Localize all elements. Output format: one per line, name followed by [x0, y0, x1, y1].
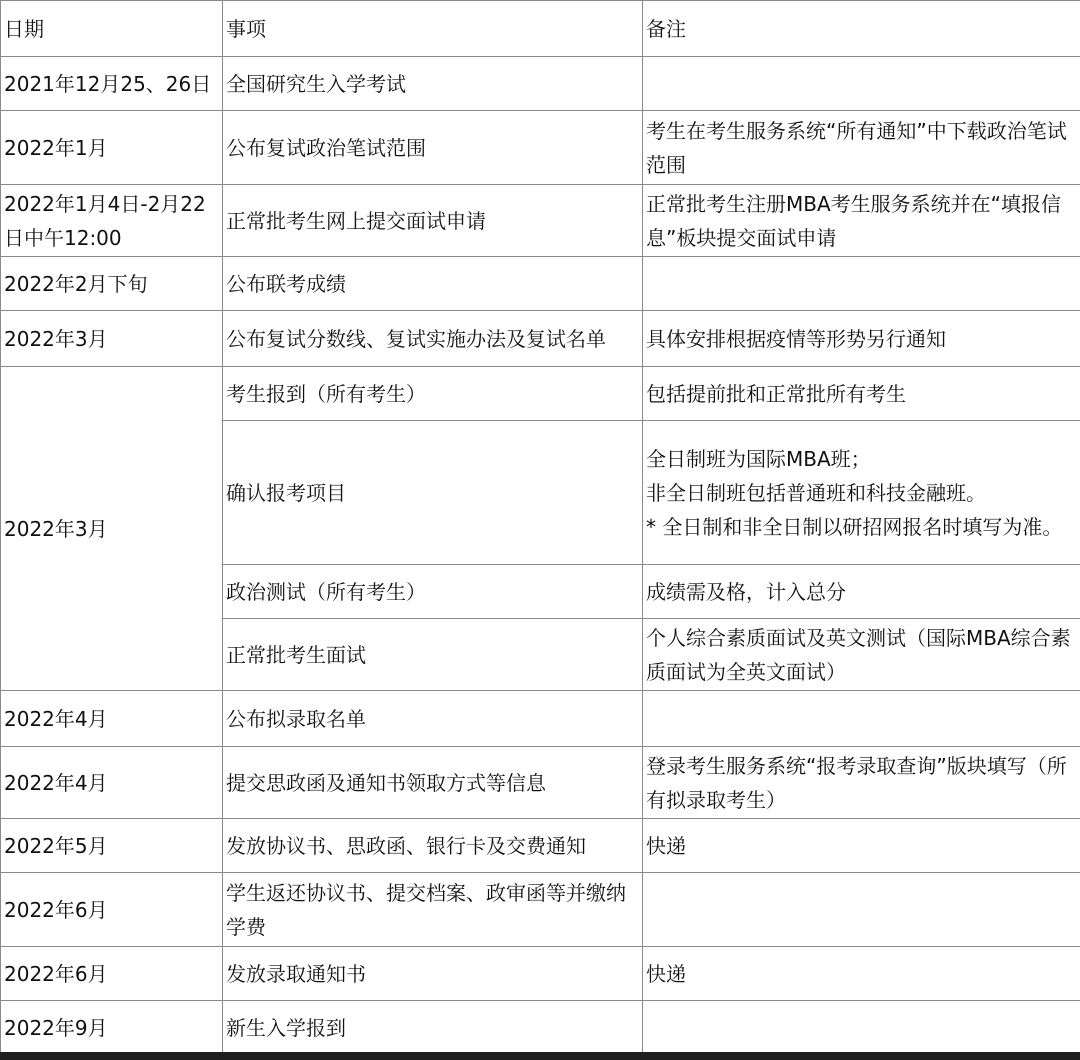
- note-cell: [643, 57, 1080, 111]
- date-cell: 2022年6月: [1, 947, 223, 1001]
- item-cell: 新生入学报到: [223, 1001, 643, 1055]
- header-date: 日期: [1, 1, 223, 57]
- table-row: [1, 367, 1080, 421]
- table-row: [1, 311, 1080, 367]
- date-cell: 2022年3月: [1, 311, 223, 367]
- table-row: [1, 947, 1080, 1001]
- date-cell: 2022年2月下旬: [1, 257, 223, 311]
- note-cell: 快递: [643, 947, 1080, 1001]
- note-cell: [643, 257, 1080, 311]
- table-row: [1, 111, 1080, 185]
- note-cell: [643, 619, 1080, 691]
- table-row: [1, 873, 1080, 947]
- item-cell: 公布复试分数线、复试实施办法及复试名单: [223, 311, 643, 367]
- date-cell: 2022年1月: [1, 111, 223, 185]
- note-cell: [643, 1001, 1080, 1055]
- note-cell: [643, 873, 1080, 947]
- item-cell: 政治测试（所有考生）: [223, 565, 643, 619]
- item-cell: 正常批考生网上提交面试申请: [223, 185, 643, 257]
- item-cell: 全国研究生入学考试: [223, 57, 643, 111]
- item-cell: 公布拟录取名单: [223, 691, 643, 747]
- date-cell: 2022年4月: [1, 691, 223, 747]
- note-cell: [643, 565, 1080, 619]
- group-date-cell: 2022年3月: [1, 367, 223, 691]
- note-line: 个人综合素质面试及英文测试（国际MBA综合素质面试为全英文面试）: [646, 625, 1071, 684]
- item-cell: 提交思政函及通知书领取方式等信息: [223, 747, 643, 819]
- table-row: [1, 1001, 1080, 1055]
- table-row: [1, 257, 1080, 311]
- note-line: 非全日制班包括普通班和科技金融班。: [646, 480, 986, 505]
- item-cell: 公布复试政治笔试范围: [223, 111, 643, 185]
- note-line: 全日制班为国际MBA班；: [646, 446, 871, 471]
- item-cell: 正常批考生面试: [223, 619, 643, 691]
- note-cell: 登录考生服务系统“报考录取查询”版块填写（所有拟录取考生）: [643, 747, 1080, 819]
- date-cell: 2022年4月: [1, 747, 223, 819]
- note-line: 包括提前批和正常批所有考生: [646, 381, 906, 406]
- table-row: [1, 819, 1080, 873]
- header-row: [1, 1, 1080, 57]
- note-cell: [643, 691, 1080, 747]
- item-cell: 确认报考项目: [223, 421, 643, 565]
- item-cell: 发放录取通知书: [223, 947, 643, 1001]
- table-row: [1, 57, 1080, 111]
- note-line: * 全日制和非全日制以研招网报名时填写为准。: [646, 514, 1063, 539]
- table-row: [1, 185, 1080, 257]
- note-cell: 正常批考生注册MBA考生服务系统并在“填报信息”板块提交面试申请: [643, 185, 1080, 257]
- note-cell: 快递: [643, 819, 1080, 873]
- table-row: [1, 691, 1080, 747]
- item-cell: 公布联考成绩: [223, 257, 643, 311]
- note-line: 成绩需及格，计入总分: [646, 579, 846, 604]
- date-cell: 2022年6月: [1, 873, 223, 947]
- date-cell: 2021年12月25、26日: [1, 57, 223, 111]
- table-row: [1, 747, 1080, 819]
- item-cell: 考生报到（所有考生）: [223, 367, 643, 421]
- header-item: 事项: [223, 1, 643, 57]
- item-cell: 学生返还协议书、提交档案、政审函等并缴纳学费: [223, 873, 643, 947]
- item-cell: 发放协议书、思政函、银行卡及交费通知: [223, 819, 643, 873]
- date-cell: 2022年5月: [1, 819, 223, 873]
- note-cell: 考生在考生服务系统“所有通知”中下载政治笔试范围: [643, 111, 1080, 185]
- note-cell: 具体安排根据疫情等形势另行通知: [643, 311, 1080, 367]
- header-note: 备注: [643, 1, 1080, 57]
- bottom-divider: [0, 1052, 1080, 1060]
- note-cell: [643, 367, 1080, 421]
- date-cell: 2022年9月: [1, 1001, 223, 1055]
- date-cell: 2022年1月4日-2月22日中午12:00: [1, 185, 223, 257]
- note-cell: [643, 421, 1080, 565]
